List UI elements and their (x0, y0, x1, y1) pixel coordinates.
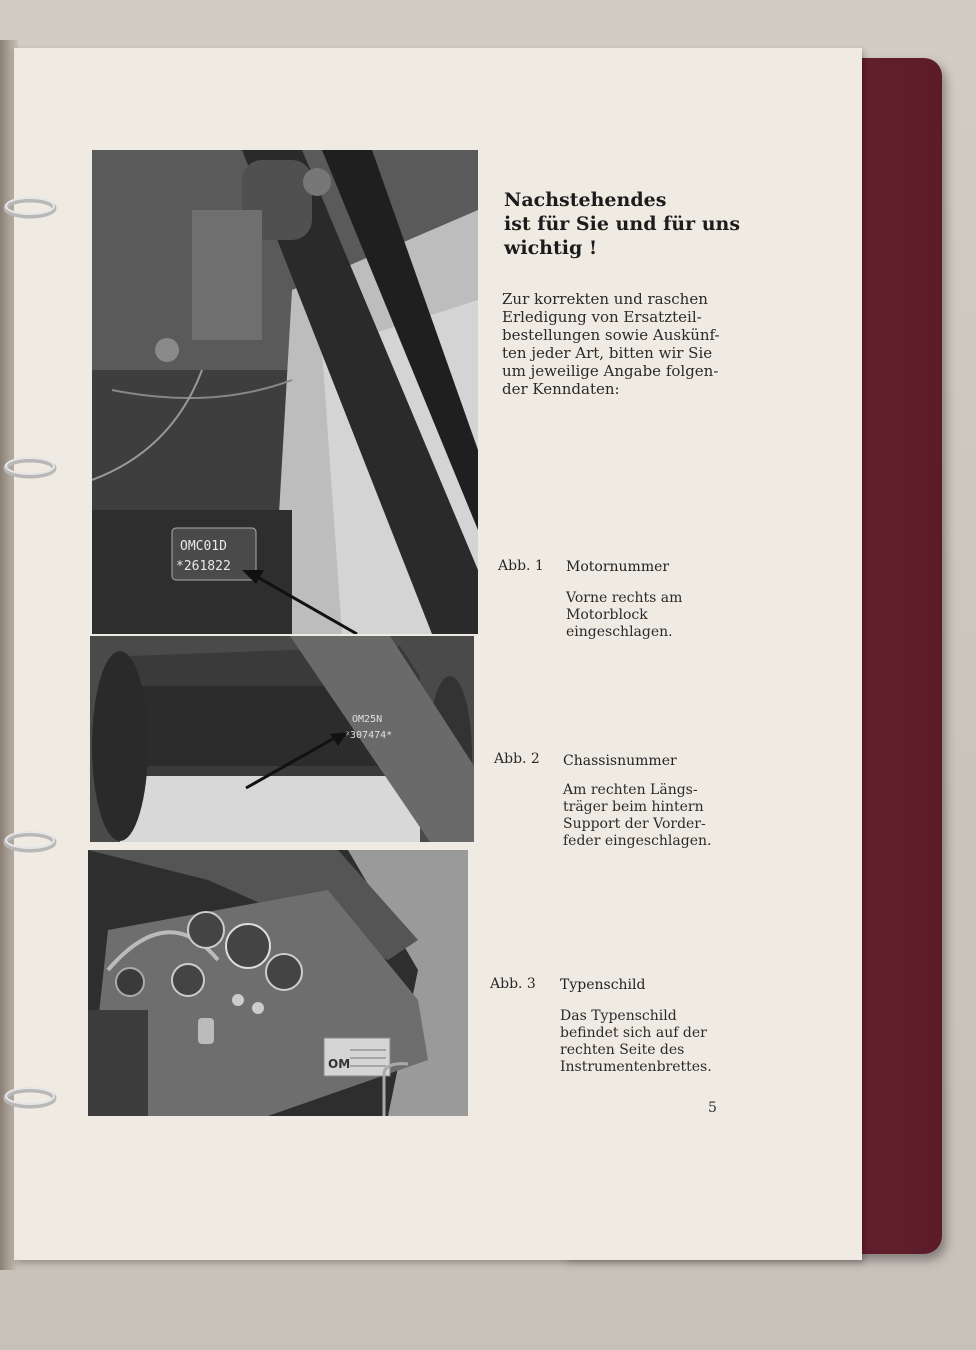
page-number: 5 (708, 1100, 717, 1116)
intro-paragraph: Zur korrekten und raschen Erledigung von Ersatzteil- bestellungen sowie Auskünf- ten jeder Art, bitten wir Sie um jeweilige Angabe folgen- der Kenndaten: (502, 290, 720, 398)
figure-3-title: Typenschild (560, 977, 646, 993)
photo-dashboard (88, 850, 468, 1116)
binder-ring-icon (0, 830, 58, 854)
photo-chassis (90, 636, 474, 842)
chassis-plate-line1: OM25N (352, 714, 383, 725)
page-heading: Nachstehendes ist für Sie und für uns wichtig ! (504, 189, 741, 259)
figure-2-text: Am rechten Längs- träger beim hintern Support der Vorder- feder eingeschlagen. (563, 782, 712, 849)
binder-ring-icon (0, 456, 58, 480)
type-plate-logo: OM (328, 1057, 351, 1071)
figure-2-ref: Abb. 2 (494, 751, 540, 767)
figure-1-text: Vorne rechts am Motorblock eingeschlagen. (566, 590, 683, 640)
photo-engine (92, 150, 478, 634)
binder-ring-icon (0, 196, 58, 220)
chassis-plate-line2: *307474* (344, 730, 393, 741)
figure-1-ref: Abb. 1 (498, 558, 544, 574)
binder-ring-icon (0, 1086, 58, 1110)
figure-2-title: Chassisnummer (563, 753, 677, 769)
engine-plate-line2: *261822 (176, 559, 231, 574)
figure-3-text: Das Typenschild befindet sich auf der rechten Seite des Instrumentenbrettes. (560, 1008, 712, 1075)
figure-1-title: Motornummer (566, 559, 670, 575)
engine-plate-line1: OMC01D (180, 539, 227, 554)
figure-3-ref: Abb. 3 (490, 976, 536, 992)
